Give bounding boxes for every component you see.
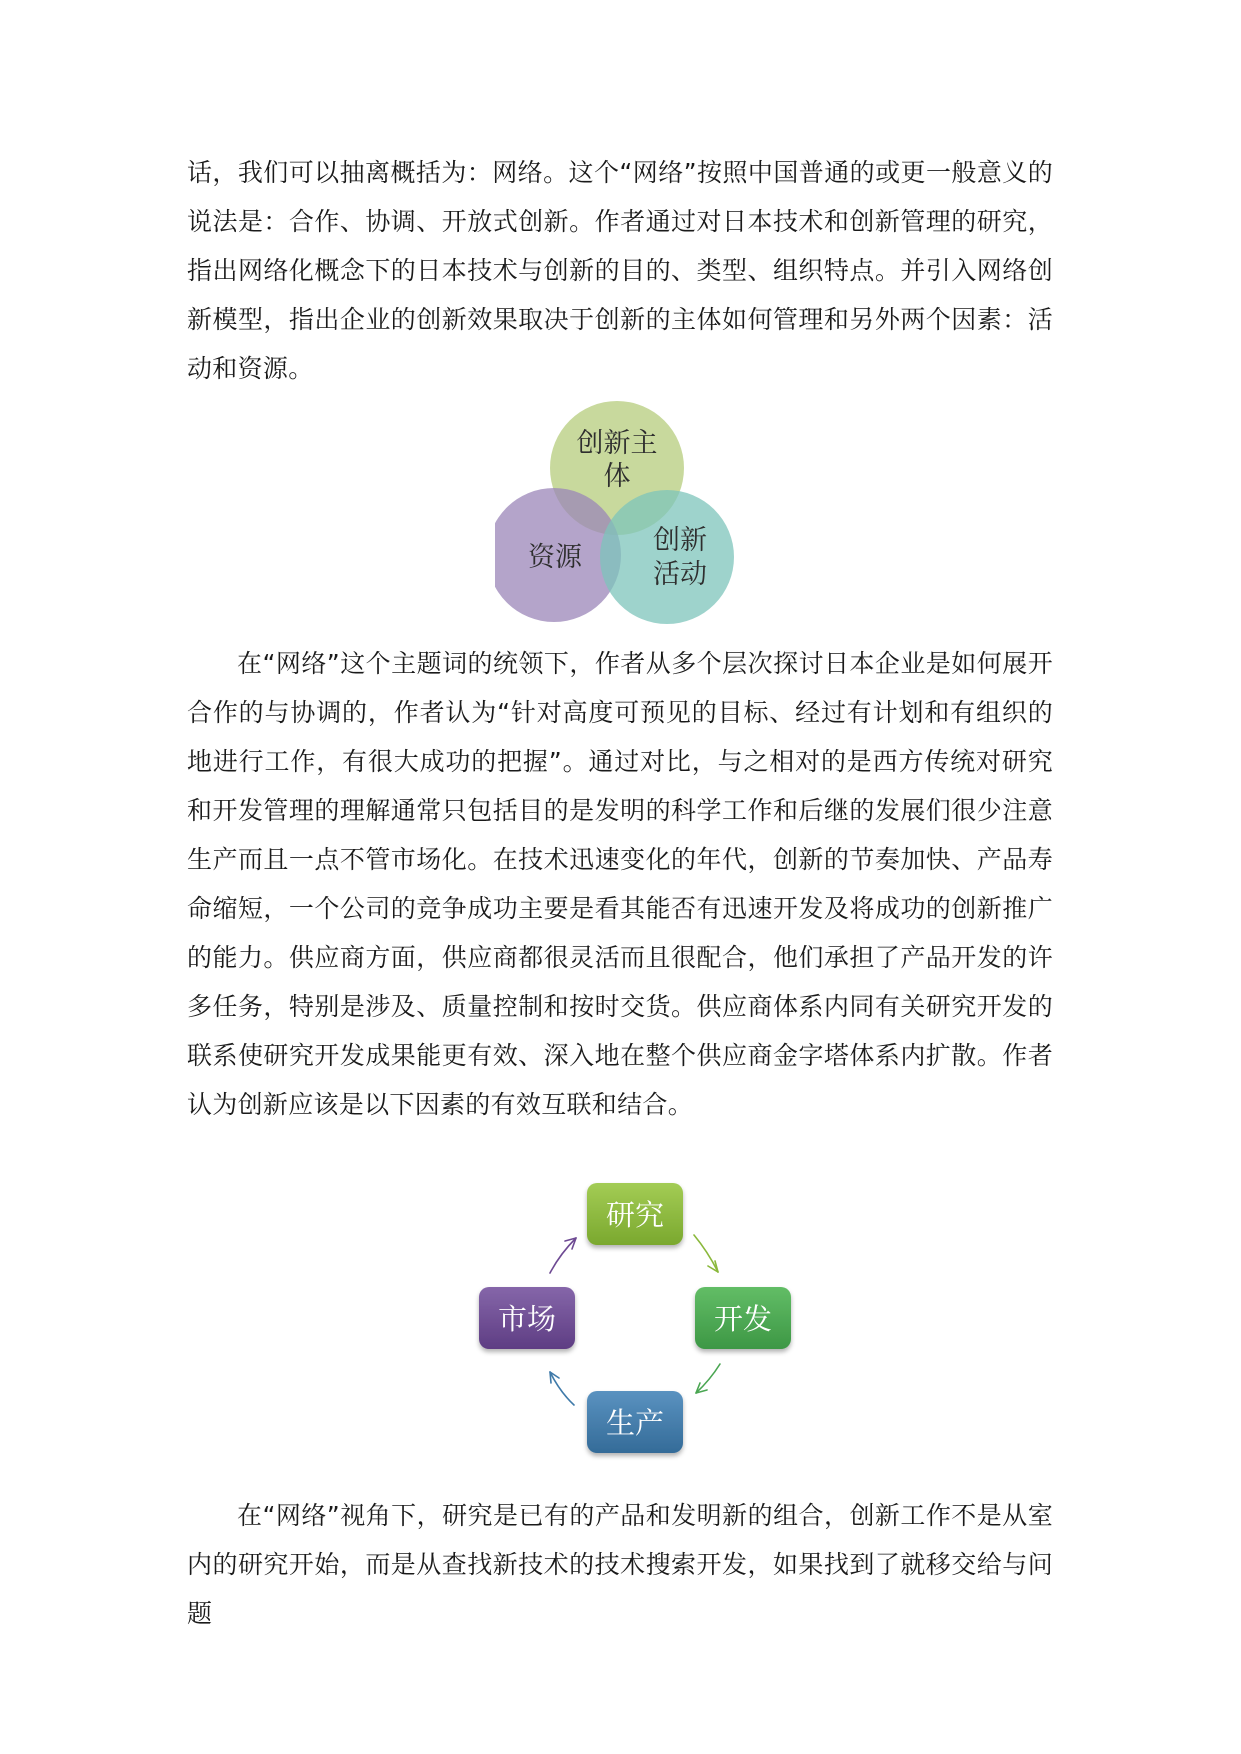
venn-label-subject-line1: 创新主 xyxy=(576,428,658,459)
arrow-research-to-develop xyxy=(694,1235,718,1272)
paragraph-1: 话，我们可以抽离概括为：网络。这个“网络”按照中国普通的或更一般意义的说法是：合作、协调、开放式创新。作者通过对日本技术和创新管理的研究，指出网络化概念下的日本技术与创新的目的、类型、组织特点。并引入网络创新模型，指出企业的创新效果取决于创新的主体如何管理和另外两个因素：活动和资源。 xyxy=(187,158,1053,383)
cycle-node-develop xyxy=(695,1287,791,1349)
cycle-label-develop: 开发 xyxy=(713,1302,773,1336)
venn-label-activities-line2: 活动 xyxy=(653,559,707,590)
arrow-market-to-research xyxy=(550,1238,576,1273)
cycle-label-research: 研究 xyxy=(605,1198,665,1232)
venn-label-subject-line2: 体 xyxy=(603,461,631,492)
venn-label-resources: 资源 xyxy=(528,542,582,573)
venn-diagram xyxy=(495,400,745,625)
cycle-label-market: 市场 xyxy=(497,1302,557,1336)
venn-circle-activities xyxy=(600,490,734,624)
cycle-diagram xyxy=(470,1180,800,1480)
cycle-node-research xyxy=(587,1183,683,1245)
venn-label-activities-line1: 创新 xyxy=(653,525,707,556)
arrow-produce-to-market xyxy=(550,1372,574,1405)
paragraph-2: 在“网络”这个主题词的统领下，作者从多个层次探讨日本企业是如何展开合作的与协调的，作者认为“针对高度可预见的目标、经过有计划和有组织的地进行工作，有很大成功的把握”。通过对比，与之相对的是西方传统对研究和开发管理的理解通常只包括目的是发明的科学工作和后继的发展们很少注意生产而且一点不管市场化。在技术迅速变化的年代，创新的节奏加快、产品寿命缩短，一个公司的竞争成功主要是看其能否有迅速开发及将成功的创新推广的能力。供应商方面，供应商都很灵活而且很配合，他们承担了产品开发的许多任务，特别是涉及、质量控制和按时交货。供应商体系内同有关研究开发的联系使研究开发成果能更有效、深入地在整个供应商金字塔体系内扩散。作者认为创新应该是以下因素的有效互联和结合。 xyxy=(187,649,1053,1119)
arrow-develop-to-produce xyxy=(696,1364,720,1393)
paragraph-3: 在“网络”视角下，研究是已有的产品和发明新的组合，创新工作不是从室内的研究开始，而是从查找新技术的技术搜索开发，如果找到了就移交给与问题 xyxy=(187,1501,1053,1628)
cycle-label-produce: 生产 xyxy=(605,1406,665,1440)
cycle-node-market xyxy=(479,1287,575,1349)
cycle-node-produce xyxy=(587,1391,683,1453)
